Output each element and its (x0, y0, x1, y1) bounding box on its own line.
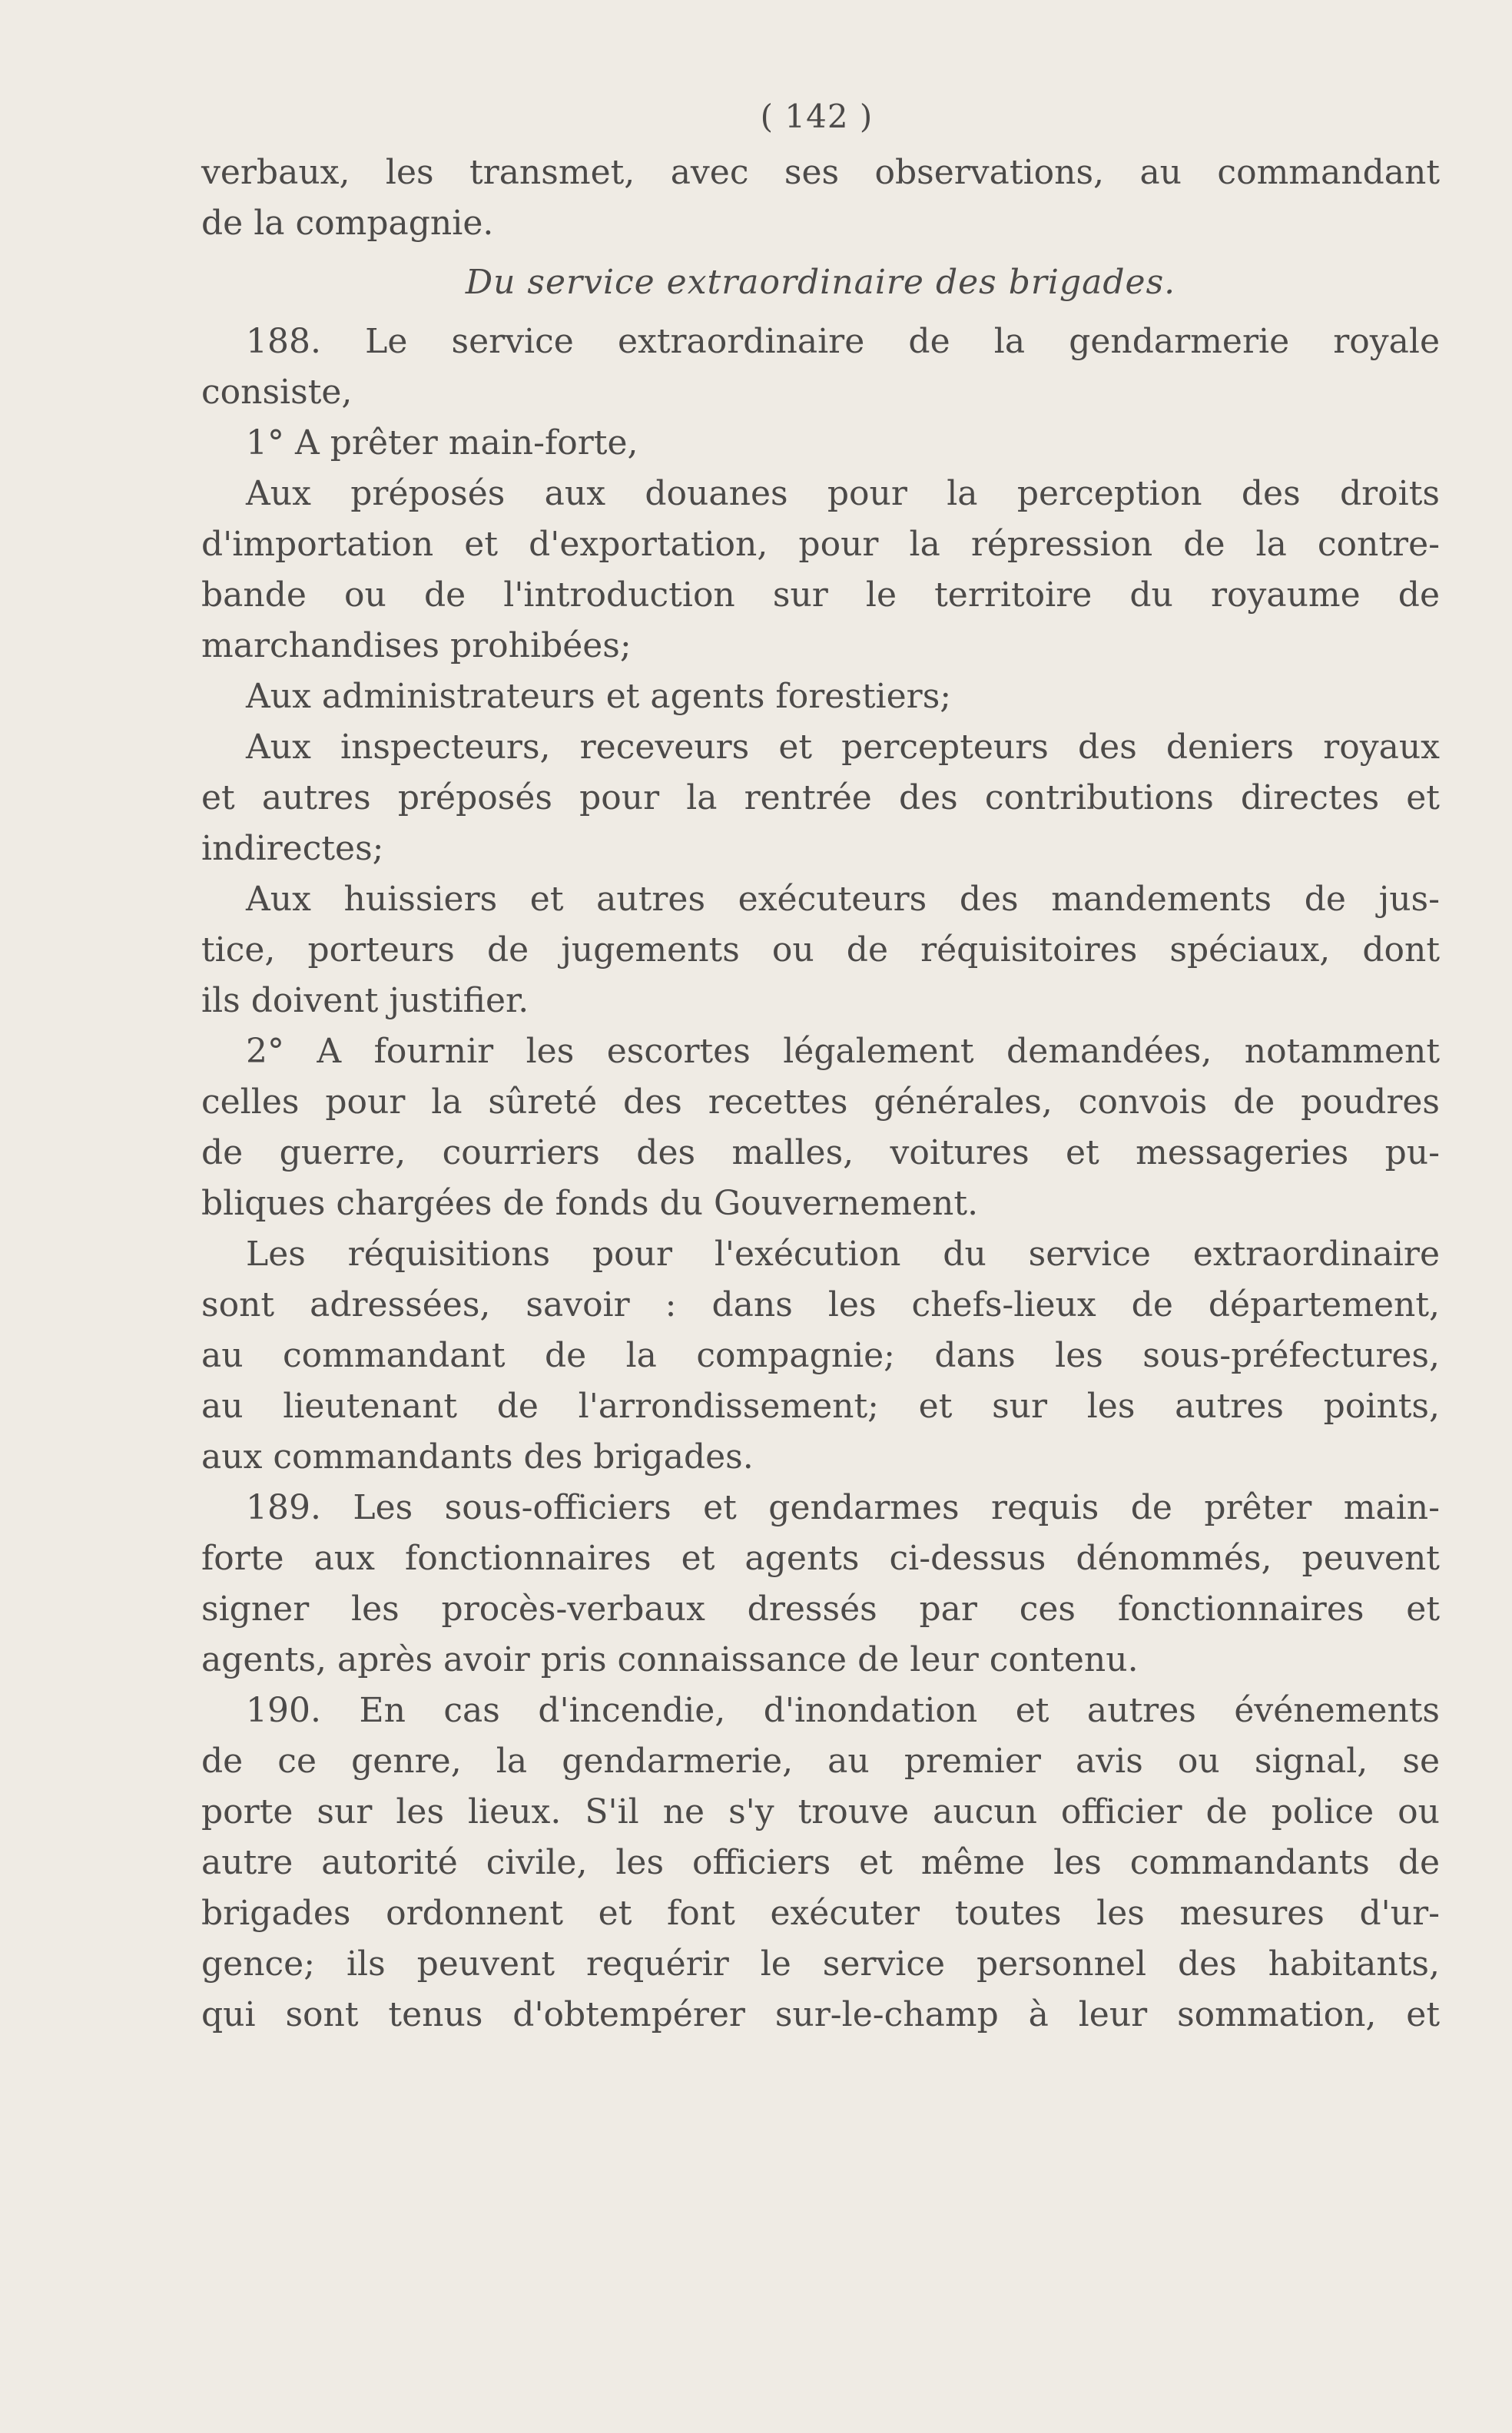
inspecteurs-line: Aux inspecteurs, receveurs et percepteurs des deniers royaux (246, 728, 1440, 767)
item-2-line: de guerre, courriers des malles, voitures et messageries pu- (201, 1133, 1440, 1172)
text-line: verbaux, les transmet, avec ses observations, au commandant (201, 153, 1440, 192)
article-190-line: de ce genre, la gendarmerie, au premier avis ou signal, se (201, 1742, 1440, 1781)
document-text (201, 86, 1440, 2040)
article-188-line: consiste, (201, 373, 353, 412)
forestiers-line: Aux administrateurs et agents forestiers; (246, 677, 952, 716)
article-190-line: brigades ordonnent et font exécuter toutes les mesures d'ur- (201, 1894, 1440, 1933)
text-line: de la compagnie. (201, 204, 494, 243)
item-2-line: 2° A fournir les escortes légalement demandées, notamment (246, 1032, 1440, 1071)
article-189-line: signer les procès-verbaux dressés par ces fonctionnaires et (201, 1589, 1440, 1629)
requisitions-line: sont adressées, savoir : dans les chefs-lieux de département, (201, 1285, 1440, 1324)
inspecteurs-line: indirectes; (201, 829, 384, 868)
article-190-line: 190. En cas d'incendie, d'inondation et autres événements (246, 1691, 1440, 1730)
douanes-line: marchandises prohibées; (201, 626, 632, 665)
section-heading: Du service extraordinaire des brigades. (465, 263, 1176, 302)
article-190-line: autre autorité civile, les officiers et même les commandants de (201, 1843, 1440, 1882)
item-2-line: celles pour la sûreté des recettes générales, convois de poudres (201, 1082, 1440, 1122)
huissiers-line: ils doivent justifier. (201, 981, 529, 1020)
douanes-line: bande ou de l'introduction sur le territoire du royaume de (201, 575, 1440, 615)
huissiers-line: Aux huissiers et autres exécuteurs des mandements de jus- (246, 880, 1440, 919)
article-189-line: 189. Les sous-officiers et gendarmes requis de prêter main- (246, 1488, 1440, 1527)
article-190-line: gence; ils peuvent requérir le service personnel des habitants, (201, 1944, 1440, 1984)
item-2-line: bliques chargées de fonds du Gouvernement. (201, 1184, 979, 1223)
article-190-line: qui sont tenus d'obtempérer sur-le-champ à leur sommation, et (201, 1995, 1440, 2034)
requisitions-line: au lieutenant de l'arrondissement; et sur les autres points, (201, 1387, 1440, 1426)
requisitions-line: aux commandants des brigades. (201, 1437, 754, 1477)
article-189-line: forte aux fonctionnaires et agents ci-dessus dénommés, peuvent (201, 1539, 1440, 1578)
item-1-line: 1° A prêter main-forte, (246, 423, 638, 462)
requisitions-line: au commandant de la compagnie; dans les sous-préfectures, (201, 1336, 1440, 1375)
article-188-line: 188. Le service extraordinaire de la gendarmerie royale (246, 322, 1440, 361)
douanes-line: Aux préposés aux douanes pour la perception des droits (246, 474, 1440, 513)
douanes-line: d'importation et d'exportation, pour la répression de la contre- (201, 525, 1440, 564)
inspecteurs-line: et autres préposés pour la rentrée des contributions directes et (201, 778, 1440, 817)
huissiers-line: tice, porteurs de jugements ou de réquisitoires spéciaux, dont (201, 930, 1440, 970)
page-number: ( 142 ) (760, 98, 874, 135)
article-189-line: agents, après avoir pris connaissance de leur contenu. (201, 1640, 1139, 1679)
article-190-line: porte sur les lieux. S'il ne s'y trouve aucun officier de police ou (201, 1792, 1440, 1831)
requisitions-line: Les réquisitions pour l'exécution du service extraordinaire (246, 1235, 1440, 1274)
